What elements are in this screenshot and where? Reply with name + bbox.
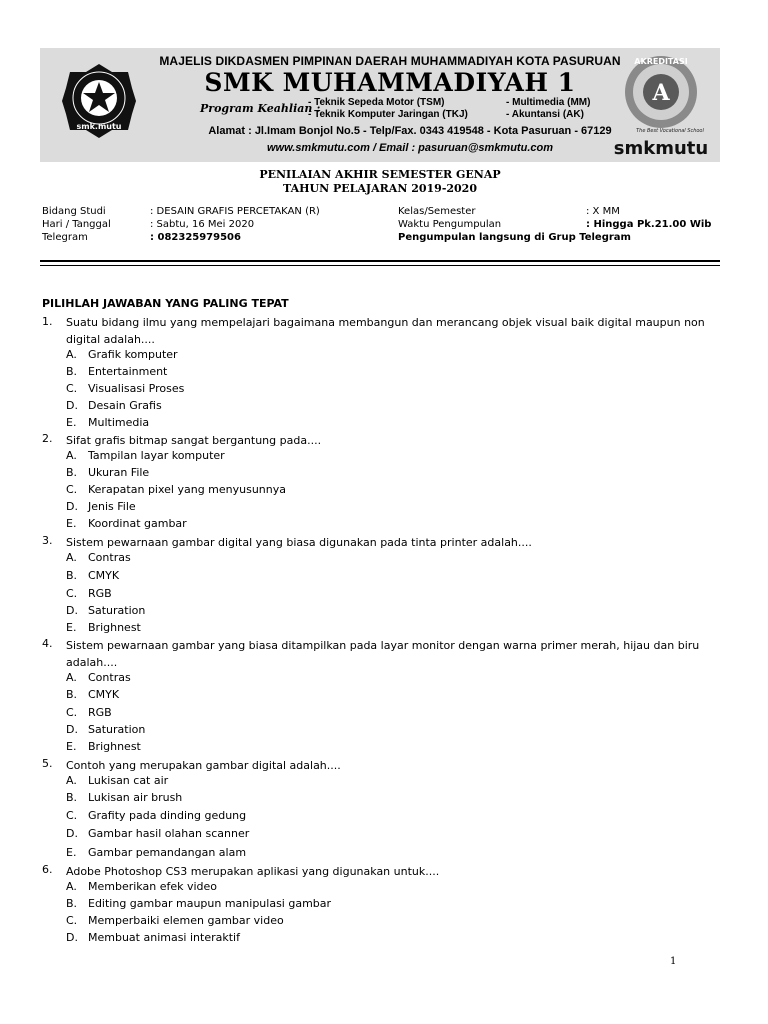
option-text: RGB — [88, 706, 112, 719]
question-number: 1. — [42, 315, 53, 328]
option-letter: E. — [66, 621, 77, 634]
option-text: Tampilan layar komputer — [88, 449, 225, 462]
info-value: : X MM — [586, 206, 620, 217]
exam-title-line-1: PENILAIAN AKHIR SEMESTER GENAP — [259, 168, 501, 181]
logo-tagline: The Best Vocational School — [636, 128, 704, 134]
option-letter: A. — [66, 880, 77, 893]
option-letter: D. — [66, 500, 78, 513]
option-letter: C. — [66, 587, 78, 600]
option-letter: B. — [66, 791, 78, 804]
option-letter: B. — [66, 466, 78, 479]
option-letter: D. — [66, 604, 78, 617]
question-number: 3. — [42, 534, 53, 547]
option-letter: A. — [66, 774, 77, 787]
page-number: 1 — [670, 956, 677, 967]
option-letter: C. — [66, 483, 78, 496]
option-letter: D. — [66, 399, 78, 412]
question-number: 5. — [42, 757, 53, 770]
accreditation-label: AKREDITASI — [634, 57, 688, 66]
exam-title-line-2: TAHUN PELAJARAN 2019-2020 — [282, 182, 477, 195]
option-letter: C. — [66, 382, 78, 395]
program-list-left — [308, 97, 468, 121]
info-value: : Sabtu, 16 Mei 2020 — [150, 219, 255, 230]
option-text: Contras — [88, 671, 131, 684]
option-text: Memberikan efek video — [88, 880, 218, 893]
letterhead — [40, 48, 720, 162]
school-logo-icon — [60, 62, 138, 140]
accreditation-badge-icon — [606, 50, 716, 158]
option-letter: B. — [66, 897, 78, 910]
option-letter: A. — [66, 671, 77, 684]
option-text: Brighnest — [88, 740, 141, 753]
question-text: Contoh yang merupakan gambar digital adalah.... — [66, 759, 341, 772]
info-label: Bidang Studi — [42, 206, 106, 217]
option-letter: D. — [66, 931, 78, 944]
question-number: 6. — [42, 863, 53, 876]
option-letter: E. — [66, 846, 77, 859]
option-text: Visualisasi Proses — [88, 382, 185, 395]
option-letter: B. — [66, 365, 78, 378]
header-divider-thin — [40, 265, 720, 266]
program-item: - Teknik Komputer Jaringan (TKJ) — [308, 109, 468, 120]
school-website: www.smkmutu.com / Email : pasuruan@smkmutu.com — [267, 142, 553, 154]
program-list-right — [506, 97, 590, 121]
option-text: Grafik komputer — [88, 348, 178, 361]
question-text: Adobe Photoshop CS3 merupakan aplikasi yang digunakan untuk.... — [66, 865, 440, 878]
option-letter: B. — [66, 569, 78, 582]
section-title: PILIHLAH JAWABAN YANG PALING TEPAT — [42, 297, 289, 310]
question-text: Sifat grafis bitmap sangat bergantung pada.... — [66, 434, 322, 447]
option-text: Koordinat gambar — [88, 517, 187, 530]
accreditation-grade: A — [652, 80, 670, 106]
option-text: Desain Grafis — [88, 399, 162, 412]
option-text: Membuat animasi interaktif — [88, 931, 240, 944]
option-text: CMYK — [88, 688, 120, 701]
option-text: Kerapatan pixel yang menyusunnya — [88, 483, 287, 496]
option-text: Gambar pemandangan alam — [88, 846, 247, 859]
option-letter: A. — [66, 551, 77, 564]
info-label: Telegram — [42, 232, 88, 243]
option-text: CMYK — [88, 569, 120, 582]
option-letter: B. — [66, 688, 78, 701]
school-name: SMK MUHAMMADIYAH 1 — [204, 68, 576, 97]
question-number: 4. — [42, 637, 53, 650]
info-label: Hari / Tanggal — [42, 219, 111, 230]
option-text: Editing gambar maupun manipulasi gambar — [88, 897, 332, 910]
question-number: 2. — [42, 432, 53, 445]
question-text: Suatu bidang ilmu yang mempelajari bagaimana membangun dan merancang objek visual baik digital maupun non digital adalah.... — [66, 316, 705, 346]
info-value: : DESAIN GRAFIS PERCETAKAN (R) — [150, 206, 320, 217]
option-letter: A. — [66, 348, 77, 361]
option-letter: A. — [66, 449, 77, 462]
option-text: Multimedia — [88, 416, 150, 429]
option-letter: E. — [66, 517, 77, 530]
logo-left-brand: smk.mutu — [76, 122, 122, 131]
program-label: Program Keahlian : — [200, 102, 321, 115]
option-text: Brighnest — [88, 621, 141, 634]
option-text: Entertainment — [88, 365, 168, 378]
program-item: - Teknik Sepeda Motor (TSM) — [308, 97, 445, 108]
letterhead-organization: MAJELIS DIKDASMEN PIMPINAN DAERAH MUHAMMADIYAH KOTA PASURUAN — [159, 54, 621, 68]
option-letter: C. — [66, 809, 78, 822]
logo-right-brand: smkmutu — [613, 138, 709, 158]
option-text: Grafity pada dinding gedung — [88, 809, 247, 822]
info-label: Kelas/Semester — [398, 206, 476, 217]
header-divider — [40, 260, 720, 262]
school-address: Alamat : Jl.Imam Bonjol No.5 - Telp/Fax. 0343 419548 - Kota Pasuruan - 67129 — [208, 125, 612, 137]
question-text: Sistem pewarnaan gambar yang biasa ditampilkan pada layar monitor dengan warna primer merah, hijau dan biru adalah.... — [66, 639, 700, 669]
info-label: Waktu Pengumpulan — [398, 219, 502, 230]
option-text: Gambar hasil olahan scanner — [88, 827, 250, 840]
option-text: Contras — [88, 551, 131, 564]
option-text: Jenis File — [88, 500, 136, 513]
option-text: Lukisan air brush — [88, 791, 183, 804]
option-text: Ukuran File — [88, 466, 150, 479]
option-letter: C. — [66, 914, 78, 927]
option-text: Lukisan cat air — [88, 774, 169, 787]
program-item: - Multimedia (MM) — [506, 97, 591, 108]
info-right — [398, 205, 718, 245]
option-text: Saturation — [88, 604, 146, 617]
question-text: Sistem pewarnaan gambar digital yang biasa digunakan pada tinta printer adalah.... — [66, 536, 532, 549]
option-letter: C. — [66, 706, 78, 719]
option-text: Saturation — [88, 723, 146, 736]
option-letter: E. — [66, 416, 77, 429]
option-letter: D. — [66, 723, 78, 736]
program-item: - Akuntansi (AK) — [506, 109, 584, 120]
option-text: Memperbaiki elemen gambar video — [88, 914, 284, 927]
info-value: : Hingga Pk.21.00 Wib — [586, 219, 712, 230]
option-letter: E. — [66, 740, 77, 753]
option-text: RGB — [88, 587, 112, 600]
info-note: Pengumpulan langsung di Grup Telegram — [398, 232, 631, 243]
option-letter: D. — [66, 827, 78, 840]
info-value: : 082325979506 — [150, 232, 241, 243]
info-left — [42, 205, 382, 245]
exam-title — [40, 168, 720, 196]
